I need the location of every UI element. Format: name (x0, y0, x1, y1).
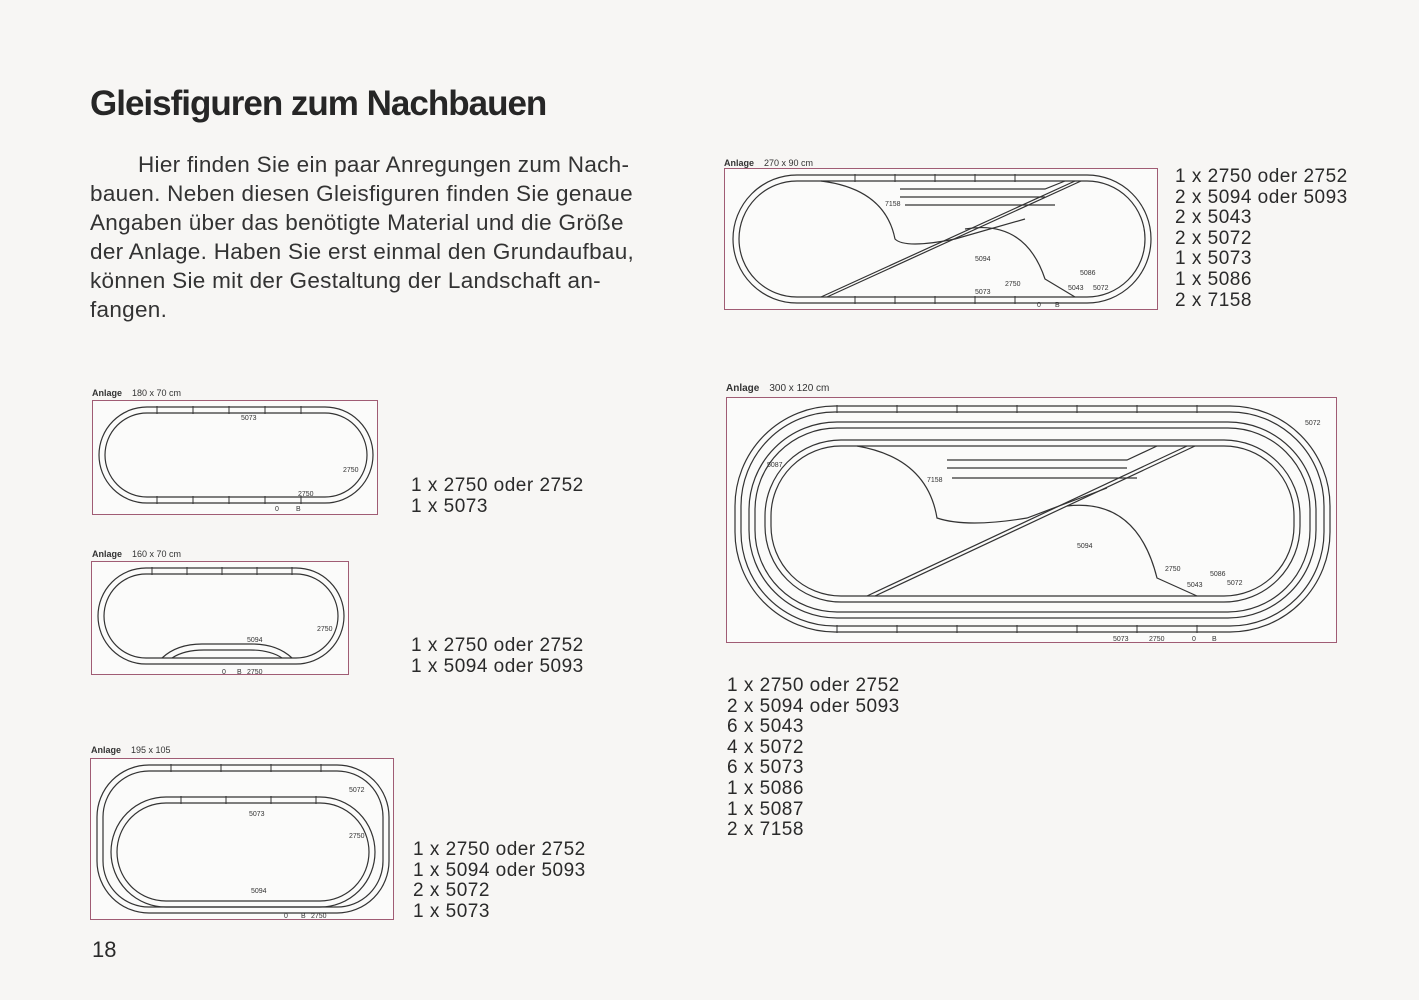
track-label: 2750 (1149, 636, 1165, 643)
part-item: 6 x 5073 (727, 757, 804, 779)
track-label: 5072 (1305, 420, 1321, 427)
track-label: 5072 (1227, 580, 1243, 587)
layout-size: 270 x 90 cm (764, 158, 814, 168)
intro-line: bauen. Neben diesen Gleisfiguren finden Sie genaue (90, 181, 633, 206)
part-item: 1 x 5073 (413, 900, 490, 922)
layout-label: Anlage (726, 383, 760, 394)
layout-label: Anlage (92, 549, 123, 559)
layout-1-parts (411, 476, 584, 517)
track-label: 0 (1192, 636, 1196, 643)
track-label: B (296, 506, 301, 513)
part-item: 2 x 5072 (1175, 227, 1252, 249)
track-label: 5087 (767, 462, 783, 469)
layout-5-caption (726, 383, 829, 394)
part-item: 6 x 5043 (727, 716, 804, 738)
part-item: 2 x 5072 (413, 880, 490, 902)
layout-2-diagram (91, 561, 349, 675)
track-label: 0 (284, 913, 288, 920)
layout-5-parts (727, 676, 900, 841)
track-label: 2750 (311, 913, 327, 920)
page-title: Gleisfiguren zum Nachbauen (90, 84, 547, 123)
track-label: 5094 (247, 637, 263, 644)
track-label: 0 (275, 506, 279, 513)
layout-2-caption (92, 549, 181, 559)
track-label: 5073 (1113, 636, 1129, 643)
part-item: 1 x 5094 oder 5093 (413, 859, 586, 881)
part-item: 1 x 5087 (727, 798, 804, 820)
part-item: 2 x 5043 (1175, 207, 1252, 229)
intro-line: fangen. (90, 297, 168, 322)
layout-size: 195 x 105 (131, 745, 171, 755)
track-label: 5094 (975, 256, 991, 263)
track-label: 5094 (251, 888, 267, 895)
track-plan-5 (727, 398, 1338, 644)
intro-line: Angaben über das benötigte Material und die Größe (90, 210, 624, 235)
track-label: 5073 (241, 415, 257, 422)
track-label: 5086 (1080, 270, 1096, 277)
track-label: 2750 (1165, 566, 1181, 573)
part-item: 1 x 5073 (411, 495, 488, 517)
part-item: 1 x 2750 oder 2752 (727, 675, 900, 696)
intro-line: Hier finden Sie ein paar Anregungen zum Nach- (138, 152, 630, 177)
track-label: 5043 (1187, 582, 1203, 589)
track-label: 5072 (1093, 285, 1109, 292)
track-label: 5072 (349, 787, 365, 794)
intro-line: können Sie mit der Gestaltung der Landschaft an- (90, 268, 601, 293)
track-label: 0 (1037, 302, 1041, 309)
part-item: 2 x 7158 (727, 819, 804, 841)
part-item: 2 x 7158 (1175, 289, 1252, 311)
part-item: 1 x 5073 (1175, 248, 1252, 270)
track-label: 5073 (249, 811, 265, 818)
intro-line: der Anlage. Haben Sie erst einmal den Grundaufbau, (90, 239, 635, 264)
track-label: 7158 (885, 201, 901, 208)
track-label: 5073 (975, 289, 991, 296)
track-label: 7158 (927, 477, 943, 484)
track-label: 2750 (349, 833, 365, 840)
part-item: 1 x 2750 oder 2752 (413, 839, 586, 860)
track-label: B (1212, 636, 1217, 643)
track-plan-1 (93, 401, 379, 516)
intro-text (90, 150, 690, 324)
track-label: B (237, 669, 242, 676)
track-plan-2 (92, 562, 350, 676)
layout-2-parts (411, 636, 584, 677)
track-plan-4 (725, 169, 1159, 311)
layout-5-diagram (726, 397, 1337, 643)
layout-3-diagram (90, 758, 394, 920)
track-label: 2750 (1005, 281, 1021, 288)
layout-1-diagram (92, 400, 378, 515)
track-label: 5086 (1210, 571, 1226, 578)
part-item: 2 x 5094 oder 5093 (1175, 186, 1348, 208)
part-item: 1 x 2750 oder 2752 (411, 635, 584, 656)
layout-size: 300 x 120 cm (769, 383, 830, 394)
track-label: 2750 (247, 669, 263, 676)
layout-1-caption (92, 388, 181, 398)
track-label: 0 (222, 669, 226, 676)
page-number: 18 (92, 937, 117, 962)
part-item: 2 x 5094 oder 5093 (727, 695, 900, 717)
track-label: 2750 (298, 491, 314, 498)
track-label: 5094 (1077, 543, 1093, 550)
layout-3-parts (413, 840, 586, 922)
track-label: B (301, 913, 306, 920)
track-label: 5043 (1068, 285, 1084, 292)
part-item: 1 x 2750 oder 2752 (411, 475, 584, 496)
part-item: 1 x 2750 oder 2752 (1175, 166, 1348, 187)
layout-4-caption (724, 158, 813, 168)
layout-label: Anlage (91, 745, 122, 755)
layout-4-diagram (724, 168, 1158, 310)
track-label: 2750 (343, 467, 359, 474)
layout-size: 160 x 70 cm (132, 549, 182, 559)
layout-4-parts (1175, 167, 1348, 311)
layout-label: Anlage (724, 158, 755, 168)
track-plan-3 (91, 759, 395, 921)
layout-size: 180 x 70 cm (132, 388, 182, 398)
part-item: 4 x 5072 (727, 736, 804, 758)
part-item: 1 x 5086 (1175, 268, 1252, 290)
part-item: 1 x 5094 oder 5093 (411, 655, 584, 677)
track-label: 2750 (317, 626, 333, 633)
track-label: B (1055, 302, 1060, 309)
layout-3-caption (91, 745, 171, 755)
layout-label: Anlage (92, 388, 123, 398)
part-item: 1 x 5086 (727, 777, 804, 799)
